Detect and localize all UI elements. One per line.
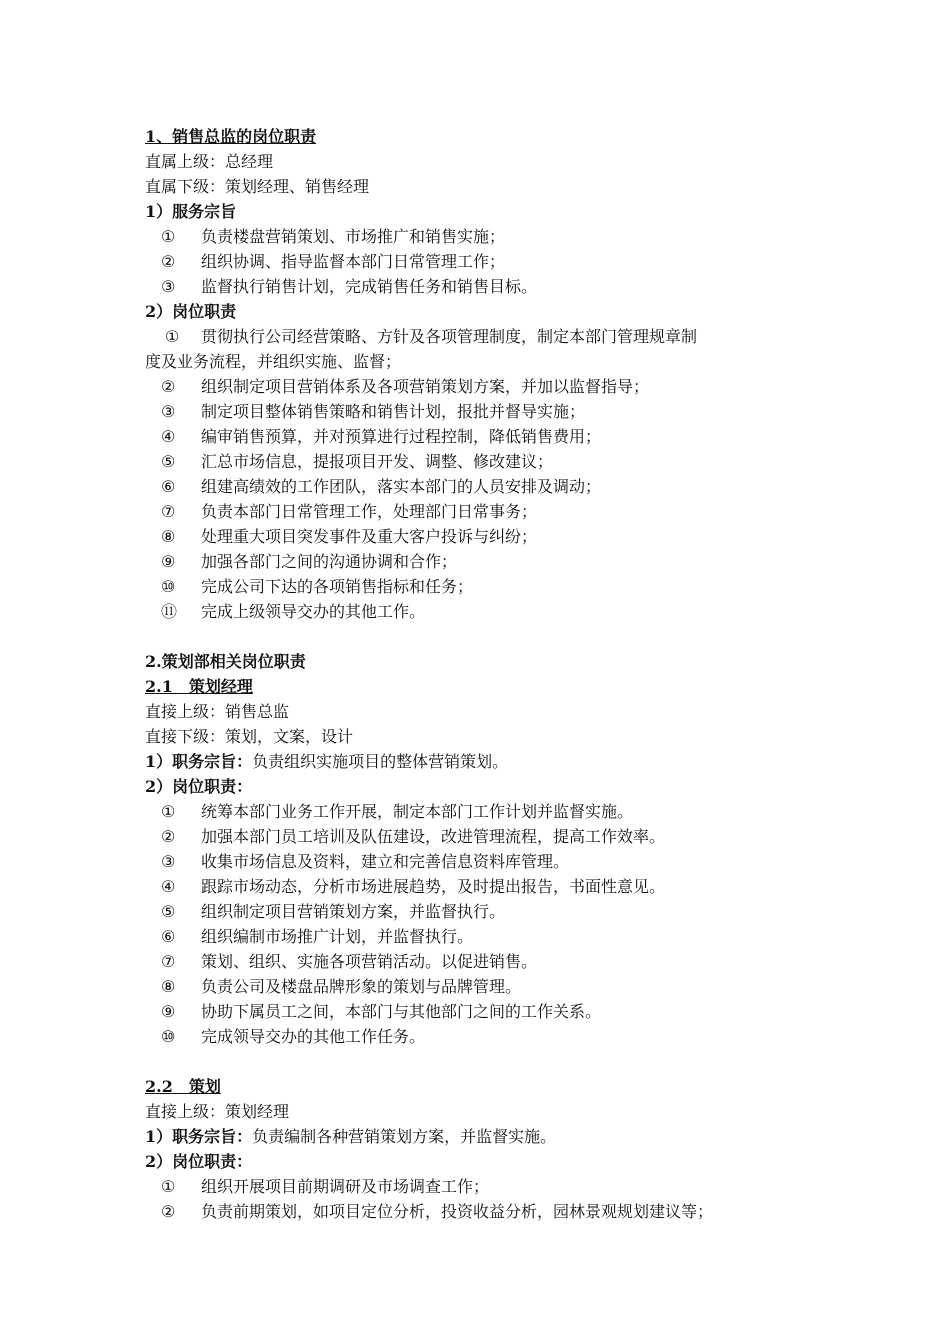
item-text: 负责前期策划，如项目定位分析，投资收益分析，园林景观规划建议等；: [201, 1202, 714, 1221]
list-item: [145, 974, 825, 999]
item-text-continued: 度及业务流程，并组织实施、监督；: [145, 352, 402, 371]
item-text: 负责楼盘营销策划、市场推广和销售实施；: [201, 227, 506, 246]
list-item: [145, 874, 825, 899]
section-title: 1、销售总监的岗位职责: [145, 127, 317, 146]
list-item: [145, 399, 825, 424]
item-number: ①: [165, 327, 180, 346]
list-item: [145, 524, 825, 549]
list-item: [145, 1199, 825, 1224]
subsection-title: 2.1 策划经理: [145, 677, 253, 696]
item-number: ①: [161, 802, 176, 821]
superior-line: 直属上级：总经理: [145, 152, 274, 171]
item-number: ②: [161, 827, 176, 846]
list-item: [145, 924, 825, 949]
item-text: 汇总市场信息，提报项目开发、调整、修改建议；: [201, 452, 554, 471]
list-item: [145, 449, 825, 474]
item-text: 收集市场信息及资料，建立和完善信息资料库管理。: [201, 852, 570, 871]
item-number: ③: [161, 277, 176, 296]
item-text: 组建高绩效的工作团队，落实本部门的人员安排及调动；: [201, 477, 602, 496]
item-number: ⑤: [161, 452, 176, 471]
item-number: ④: [161, 427, 176, 446]
purpose-line: [145, 749, 825, 774]
item-text: 跟踪市场动态，分析市场进展趋势，及时提出报告，书面性意见。: [201, 877, 666, 896]
list-item: [145, 274, 825, 299]
item-number: ⑦: [161, 952, 176, 971]
spacer: [145, 624, 825, 649]
item-text: 统筹本部门业务工作开展，制定本部门工作计划并监督实施。: [201, 802, 634, 821]
item-text: 完成领导交办的其他工作任务。: [201, 1027, 426, 1046]
item-number: ②: [161, 1202, 176, 1221]
duty-heading: 2）岗位职责: [145, 302, 237, 321]
list-item: [145, 474, 825, 499]
item-number: ②: [161, 377, 176, 396]
item-text: 组织开展项目前期调研及市场调查工作；: [201, 1177, 490, 1196]
item-number: ④: [161, 877, 176, 896]
item-number: ⑨: [161, 1002, 176, 1021]
item-text: 完成公司下达的各项销售指标和任务；: [201, 577, 474, 596]
item-text: 处理重大项目突发事件及重大客户投诉与纠纷；: [201, 527, 538, 546]
item-text: 组织制定项目营销体系及各项营销策划方案，并加以监督指导；: [201, 377, 650, 396]
item-number: ②: [161, 252, 176, 271]
purpose-text: 负责组织实施项目的整体营销策划。: [252, 752, 509, 771]
list-item: [145, 599, 825, 624]
item-number: ③: [161, 852, 176, 871]
list-item: [145, 249, 825, 274]
item-text: 加强本部门员工培训及队伍建设，改进管理流程，提高工作效率。: [201, 827, 666, 846]
list-item: [145, 899, 825, 924]
item-number: ⑩: [161, 577, 176, 596]
list-item: [145, 849, 825, 874]
item-number: ①: [161, 227, 176, 246]
subordinate-line: 直属下级：策划经理、销售经理: [145, 177, 370, 196]
subsection-title: 2.2 策划: [145, 1077, 221, 1096]
item-text: 策划、组织、实施各项营销活动。以促进销售。: [201, 952, 538, 971]
duty-heading: 2）岗位职责：: [145, 1152, 253, 1171]
item-number: ⑧: [161, 977, 176, 996]
purpose-heading: 1）服务宗旨: [145, 202, 237, 221]
item-text: 负责公司及楼盘品牌形象的策划与品牌管理。: [201, 977, 522, 996]
item-text: 组织协调、指导监督本部门日常管理工作；: [201, 252, 506, 271]
list-item: [145, 799, 825, 824]
list-item: [145, 999, 825, 1024]
item-text: 编审销售预算，并对预算进行过程控制，降低销售费用；: [201, 427, 602, 446]
item-number: ⑦: [161, 502, 176, 521]
item-text: 负责本部门日常管理工作，处理部门日常事务；: [201, 502, 538, 521]
item-number: ①: [161, 1177, 176, 1196]
list-item: [145, 549, 825, 574]
list-item: [145, 824, 825, 849]
item-text: 监督执行销售计划，完成销售任务和销售目标。: [201, 277, 538, 296]
subordinate-line: 直接下级：策划，文案，设计: [145, 727, 354, 746]
document-page: [145, 124, 825, 1224]
item-number: ⑥: [161, 927, 176, 946]
item-text: 贯彻执行公司经营策略、方针及各项管理制度，制定本部门管理规章制: [201, 327, 698, 346]
item-number: ⑪: [161, 602, 178, 621]
list-item: [145, 1024, 825, 1049]
item-text: 完成上级领导交办的其他工作。: [201, 602, 426, 621]
list-item: [145, 424, 825, 449]
list-item: [145, 1174, 825, 1199]
item-text: 协助下属员工之间，本部门与其他部门之间的工作关系。: [201, 1002, 602, 1021]
item-number: ③: [161, 402, 176, 421]
list-item: [145, 499, 825, 524]
list-item: [145, 374, 825, 399]
item-number: ⑨: [161, 552, 176, 571]
superior-line: 直接上级：销售总监: [145, 702, 290, 721]
spacer: [145, 1049, 825, 1074]
purpose-label: 1）职务宗旨：: [145, 752, 253, 771]
item-text: 组织制定项目营销策划方案，并监督执行。: [201, 902, 506, 921]
list-item: [145, 574, 825, 599]
item-number: ⑩: [161, 1027, 176, 1046]
list-item: [145, 324, 825, 349]
item-text: 组织编制市场推广计划，并监督执行。: [201, 927, 474, 946]
item-text: 加强各部门之间的沟通协调和合作；: [201, 552, 458, 571]
item-text: 制定项目整体销售策略和销售计划，报批并督导实施；: [201, 402, 586, 421]
list-item: [145, 949, 825, 974]
item-number: ⑧: [161, 527, 176, 546]
purpose-text: 负责编制各种营销策划方案，并监督实施。: [252, 1127, 557, 1146]
list-item: [145, 224, 825, 249]
section-title: 2.策划部相关岗位职责: [145, 652, 306, 671]
item-number: ⑥: [161, 477, 176, 496]
duty-heading: 2）岗位职责：: [145, 777, 253, 796]
superior-line: 直接上级：策划经理: [145, 1102, 290, 1121]
purpose-label: 1）职务宗旨：: [145, 1127, 253, 1146]
purpose-line: [145, 1124, 825, 1149]
item-number: ⑤: [161, 902, 176, 921]
